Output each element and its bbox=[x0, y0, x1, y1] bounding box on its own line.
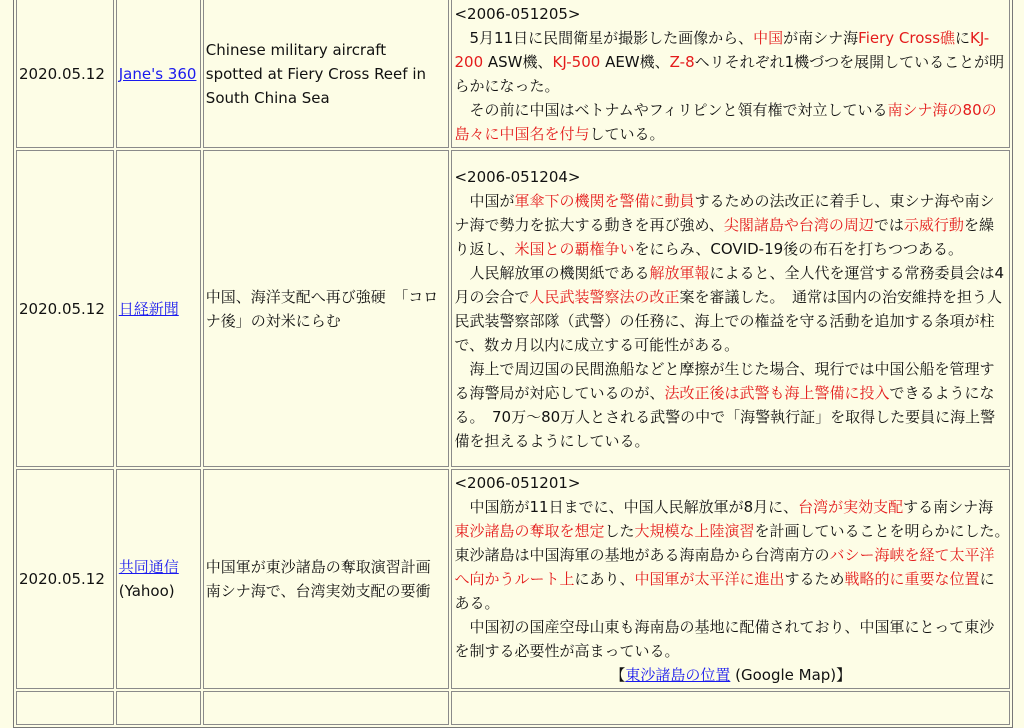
article-paragraph: 中国が軍傘下の機関を警備に動員するための法改正に着手し、東シナ海や南シナ海で勢力を拡大する動きを再び強め、尖閣諸島や台湾の周辺では示威行動を繰り返し、米国との覇権争いをにらみ、COVID-19後の布石を打ちつつある。 bbox=[454, 191, 995, 258]
table-row bbox=[16, 150, 1010, 467]
date-cell: 2020.05.12 bbox=[16, 150, 114, 467]
table-row bbox=[16, 469, 1010, 689]
article-paragraph: 中国初の国産空母山東も海南島の基地に配備されており、中国軍にとって東沙を制する必要性が高まっている。 bbox=[454, 618, 995, 660]
source-cell bbox=[116, 469, 201, 689]
date-cell: 2020.05.12 bbox=[16, 469, 114, 689]
news-table bbox=[13, 0, 1018, 728]
article-paragraph: 海上で周辺国の民間漁船などと摩擦が生じた場合、現行では中国公船を管理する海警局が対応しているのが、法改正後は武警も海上警備に投入できるようになる。 70万〜80万人とされる武警の中で「海警執行証」を取得した要員に海上警備を担えるようにしている。 bbox=[454, 359, 996, 450]
title-cell bbox=[203, 691, 450, 725]
source-cell bbox=[116, 0, 201, 148]
source-cell bbox=[116, 691, 201, 725]
article-cell bbox=[451, 0, 1010, 148]
article-cell bbox=[451, 691, 1010, 725]
source-link[interactable]: 共同通信 bbox=[118, 558, 179, 576]
article-cell bbox=[451, 469, 1018, 689]
title-cell: Chinese military aircraft spotted at Fiery Cross Reef in South China Sea bbox=[203, 0, 450, 148]
article-paragraph: 5月11日に民間衛星が撮影した画像から、中国が南シナ海Fiery Cross礁にKJ-200 ASW機、KJ-500 AEW機、Z-8ヘリそれぞれ1機づつを展開していることが明らかになった。 bbox=[454, 28, 1005, 95]
source-sub: (Yahoo) bbox=[118, 582, 175, 600]
date-cell: 2020.05.12 bbox=[16, 0, 114, 148]
source-link[interactable]: Jane's 360 bbox=[118, 64, 197, 83]
date-cell bbox=[16, 691, 114, 725]
article-id: <2006-051201> bbox=[454, 474, 581, 492]
article-paragraph: 人民解放軍の機関紙である解放軍報によると、全人代を運営する常務委員会は4月の会合で人民武装警察法の改正案を審議した。 通常は国内の治安維持を担う人民武装警察部隊（武警）の任務に、海上での権益を守る活動を追加する条項が柱で、数カ月以内に成立する可能性がある。 bbox=[454, 263, 1005, 354]
table-row bbox=[16, 691, 1010, 725]
map-reference: 【東沙諸島の位置 (Google Map)】 bbox=[610, 666, 852, 684]
article-id: <2006-051205> bbox=[454, 4, 581, 23]
table-row bbox=[16, 0, 1010, 148]
article-id: <2006-051204> bbox=[454, 167, 581, 186]
article-paragraph: 中国筋が11日までに、中国人民解放軍が8月に、台湾が実効支配する南シナ海東沙諸島の奪取を想定した大規模な上陸演習を計画していることを明らかにした。 東沙諸島は中国海軍の基地がある海南島から台湾南方のバシー海峡を経て太平洋へ向かうルート上にあり、中国軍が太平洋に進出するため戦略的に重要な位置にある。 bbox=[454, 498, 1018, 612]
title-cell: 中国軍が東沙諸島の奪取演習計画 南シナ海で、台湾実効支配の要衝 bbox=[203, 469, 450, 689]
map-link[interactable]: 東沙諸島の位置 bbox=[625, 666, 731, 684]
title-cell: 中国、海洋支配へ再び強硬 「コロナ後」の対米にらむ bbox=[203, 150, 450, 467]
source-cell bbox=[116, 150, 201, 467]
source-link[interactable]: 日経新聞 bbox=[118, 299, 179, 318]
article-cell bbox=[451, 150, 1010, 467]
article-paragraph: その前に中国はベトナムやフィリピンと領有権で対立している南シナ海の80の島々に中国名を付与している。 bbox=[454, 100, 997, 143]
